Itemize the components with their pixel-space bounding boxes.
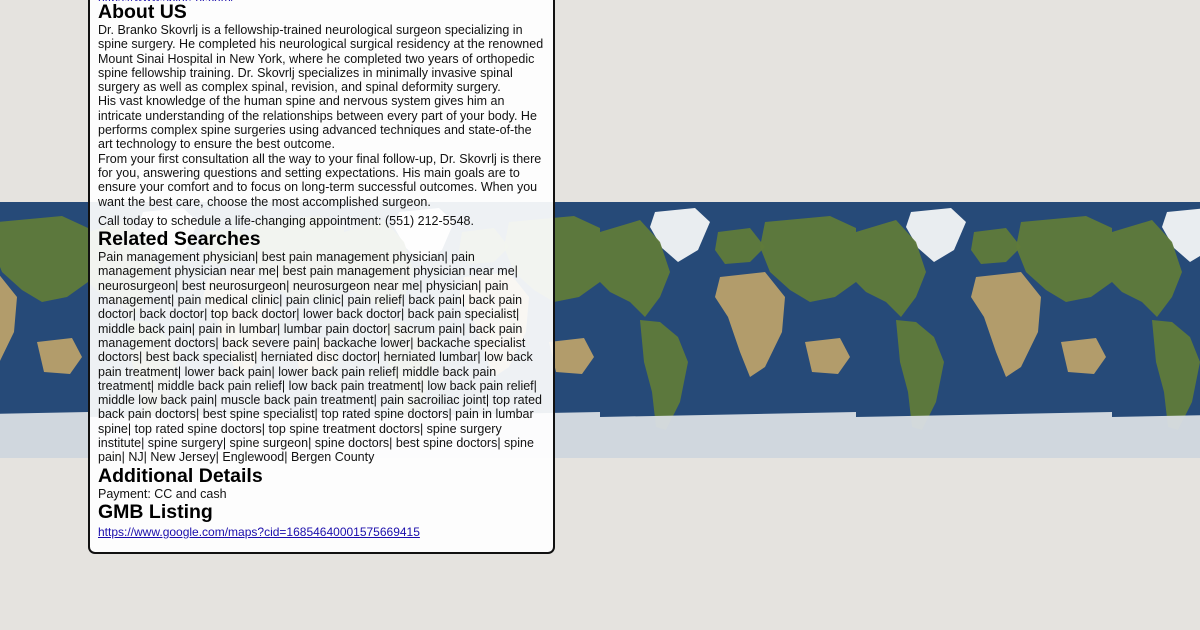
payment-info: Payment: CC and cash [98,486,227,501]
map-tile [0,202,88,458]
info-window [88,0,555,554]
related-searches-heading: Related Searches [98,228,261,251]
map-tile [856,202,1112,458]
about-paragraph-2: His vast knowledge of the human spine and nervous system gives him an intricate understanding of the relationships between every part of your body. He performs complex spine surgeries using advanced techniques and state-of-the art technology to ensure the best outcome. [98,94,537,152]
about-paragraph-3: From your first consultation all the way to your final follow-up, Dr. Skovrlj is there for you, answering questions and setting expectations. His main goals are to ensure your comfort and to focus on long-term successful outcomes. When you want the best care, choose the most accomplished surgeon. [98,151,542,209]
gmb-listing-link[interactable]: https://www.google.com/maps?cid=16854640001575669415 [98,524,420,539]
call-to-action: Call today to schedule a life-changing appointment: (551) 212-5548. [98,213,474,228]
map-tile [1112,202,1200,458]
related-searches-text: Pain management physician| best pain management physician| pain management physician near me| best pain management physician near me| neurosurgeon| best neurosurgeon| neurosurgeon near me| physician| pain management| pain medical clinic| pain clinic| pain relief| back pain| back pain doctor| back doctor| top back doctor| lower back doctor| back pain specialist| middle back pain| pain in lumbar| lumbar pain doctor| sacrum pain| back pain management doctors| back severe pain| backache lower| backache specialist doctors| best back specialist| herniated disc doctor| herniated lumbar| low back pain treatment| lower back pain| lower back pain relief| middle back pain treatment| middle back pain relief| low back pain treatment| low back pain relief| middle low back pain| muscle back pain treatment| pain sacroiliac joint| top rated back pain doctors| best spine specialist| top rated spine doctors| pain in lumbar spine| top rated spine doctors| top spine treatment doctors| spine surgery institute| spine surgery| spine surgeon| spine doctors| best spine doctors| spine pain| NJ| New Jersey| Englewood| Bergen County [98,250,542,465]
map-tile [600,202,856,458]
gmb-listing-heading: GMB Listing [98,500,213,523]
about-heading: About US [98,1,187,23]
additional-details-heading: Additional Details [98,464,263,487]
about-paragraph-1: Dr. Branko Skovrlj is a fellowship-trained neurological surgeon specializing in spine surgery. He completed his neurological surgical residency at the renowned Mount Sinai Hospital in New York, where he completed two years of orthopedic spine fellowship training. Dr. Skovrlj specializes in minimally invasive spinal surgery as well as complex spinal, revision, and spinal deformity surgery. [98,23,544,95]
